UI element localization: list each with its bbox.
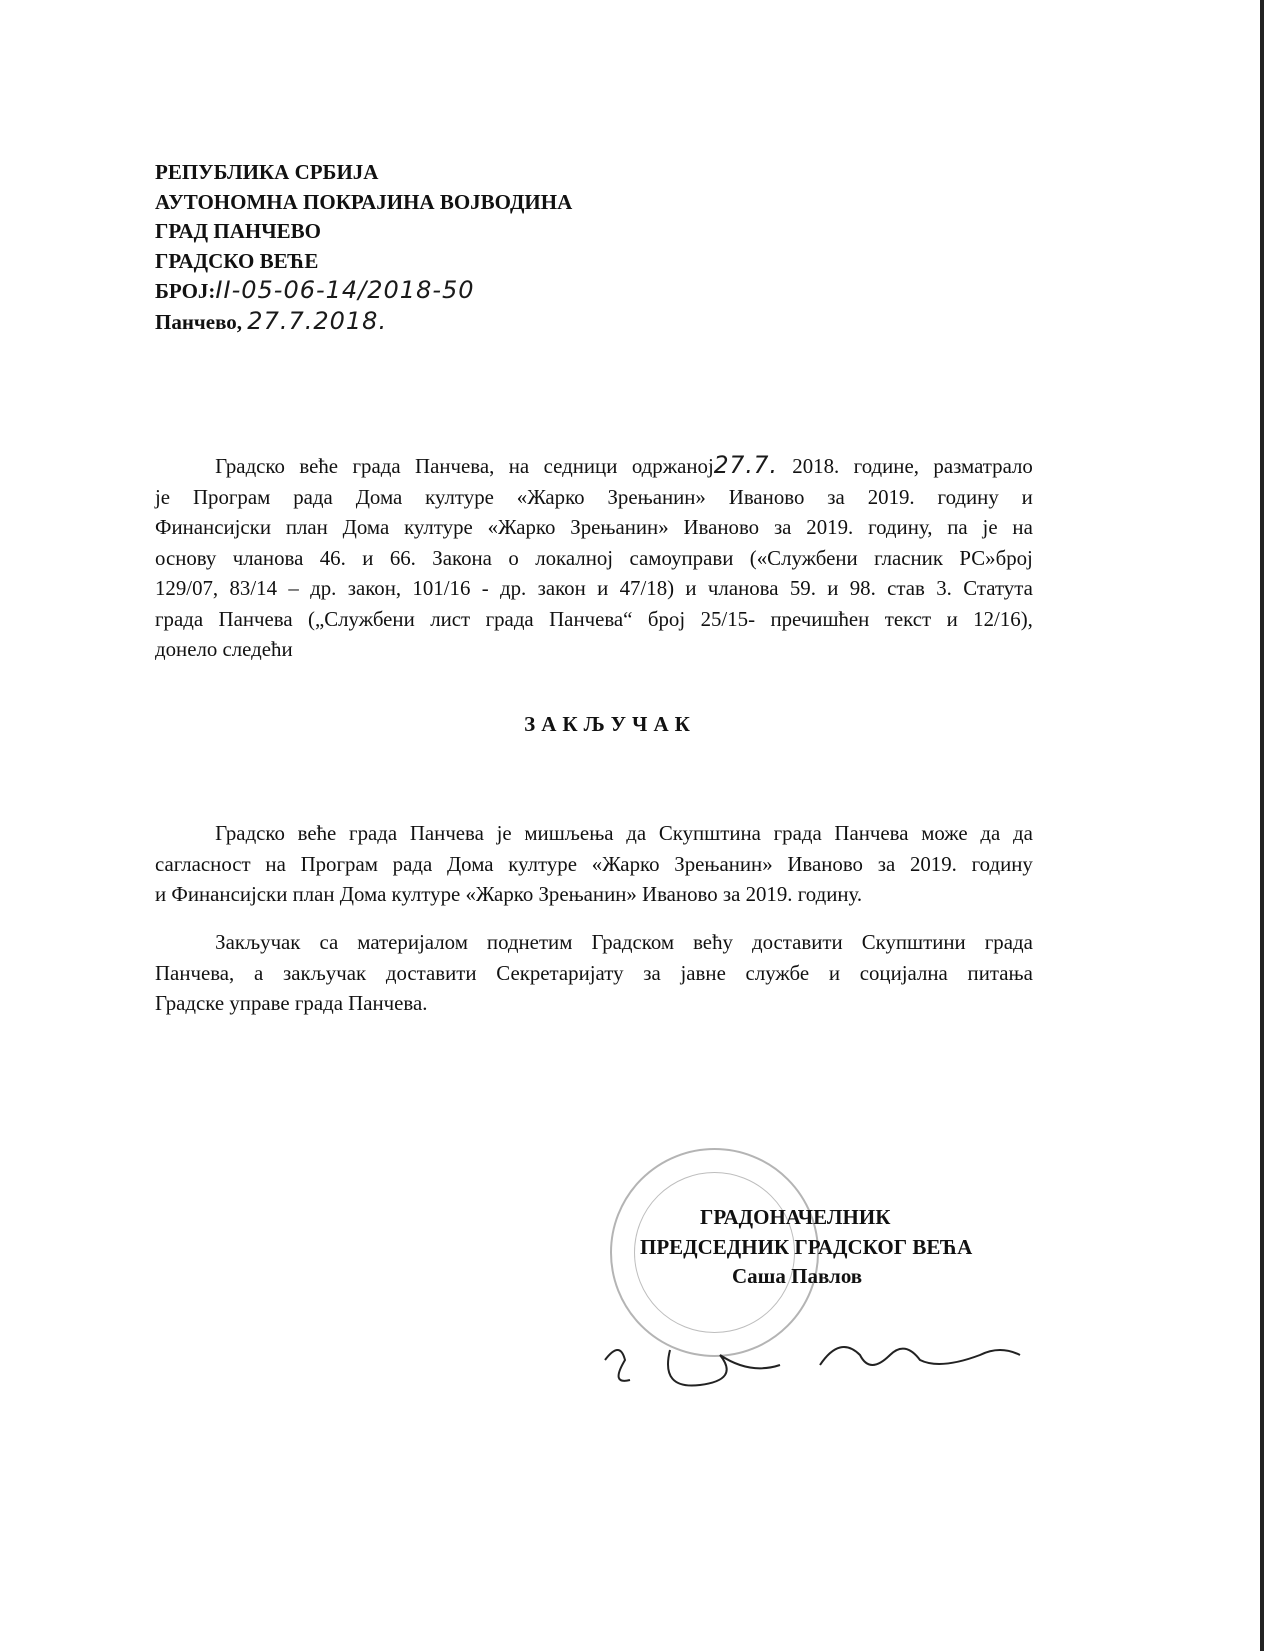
place-label: Панчево, [155, 309, 243, 334]
conclusion-paragraph-2 [155, 927, 1033, 1019]
document-date [155, 307, 572, 338]
handwritten-date: 27.7.2018. [247, 306, 388, 335]
preamble-line: је Програм рада Дома културе «Жарко Зрењанин» Иваново за 2019. годину и [155, 484, 1033, 509]
handwritten-number: II-05-06-14/2018-50 [215, 276, 475, 304]
text: 2018. године, разматрало [792, 454, 1033, 478]
signatory-title-mayor: ГРАДОНАЧЕЛНИК [700, 1205, 891, 1229]
header-line: АУТОНОМНА ПОКРАЈИНА ВОЈВОДИНА [155, 189, 573, 214]
signatory-title-council: ПРЕДСЕДНИК ГРАДСКОГ ВЕЋА [640, 1235, 973, 1259]
handwritten-session-date: 27.7. [713, 451, 778, 479]
header-line: РЕПУБЛИКА СРБИЈА [155, 160, 379, 184]
preamble-line: града Панчева („Службени лист града Панчева“ број 25/15- пречишћен текст и 12/16), [155, 606, 1033, 631]
conclusion-line: Градско веће града Панчева је мишљења да Скупштина града Панчева може да да [215, 821, 1033, 845]
conclusion-paragraph-1 [155, 818, 1033, 910]
document-number [155, 276, 572, 307]
header-line: ГРАД ПАНЧЕВО [155, 219, 321, 243]
document-header [155, 158, 572, 337]
conclusion-line: Градске управе града Панчева. [155, 991, 428, 1015]
preamble-line: Финансијски план Дома културе «Жарко Зрењанин» Иваново за 2019. годину, па је на [155, 515, 1033, 539]
header-line: ГРАДСКО ВЕЋЕ [155, 248, 319, 273]
preamble-paragraph [155, 450, 1033, 665]
text: Градско веће града Панчева, на седници одржаној [215, 454, 714, 478]
preamble-line: основу чланова 46. и 66. Закона о локалној самоуправи («Службени гласник РС»број [155, 545, 1033, 570]
preamble-line: донело следећи [155, 637, 293, 661]
conclusion-line: Панчева, а закључак доставити Секретаријату за јавне службе и социјална питања [155, 960, 1033, 985]
conclusion-line: и Финансијски план Дома културе «Жарко Зрењанин» Иваново за 2019. годину. [155, 882, 863, 906]
preamble-line: 129/07, 83/14 – др. закон, 101/16 - др. закон и 47/18) и чланова 59. и 98. став 3. Статута [155, 576, 1033, 600]
page-edge [1260, 0, 1264, 1651]
conclusion-line: сагласност на Програм рада Дома културе «Жарко Зрењанин» Иваново за 2019. годину [155, 851, 1033, 876]
handwritten-signature [600, 1335, 1040, 1402]
document-title: ЗАКЉУЧАК [524, 712, 696, 736]
conclusion-line: Закључак са материјалом поднетим Градском већу доставити Скупштини града [215, 930, 1033, 954]
preamble-line [155, 450, 1033, 482]
number-label: БРОЈ: [155, 279, 216, 303]
signatory-name: Саша Павлов [732, 1264, 863, 1288]
signature-scribble [600, 1335, 1040, 1395]
